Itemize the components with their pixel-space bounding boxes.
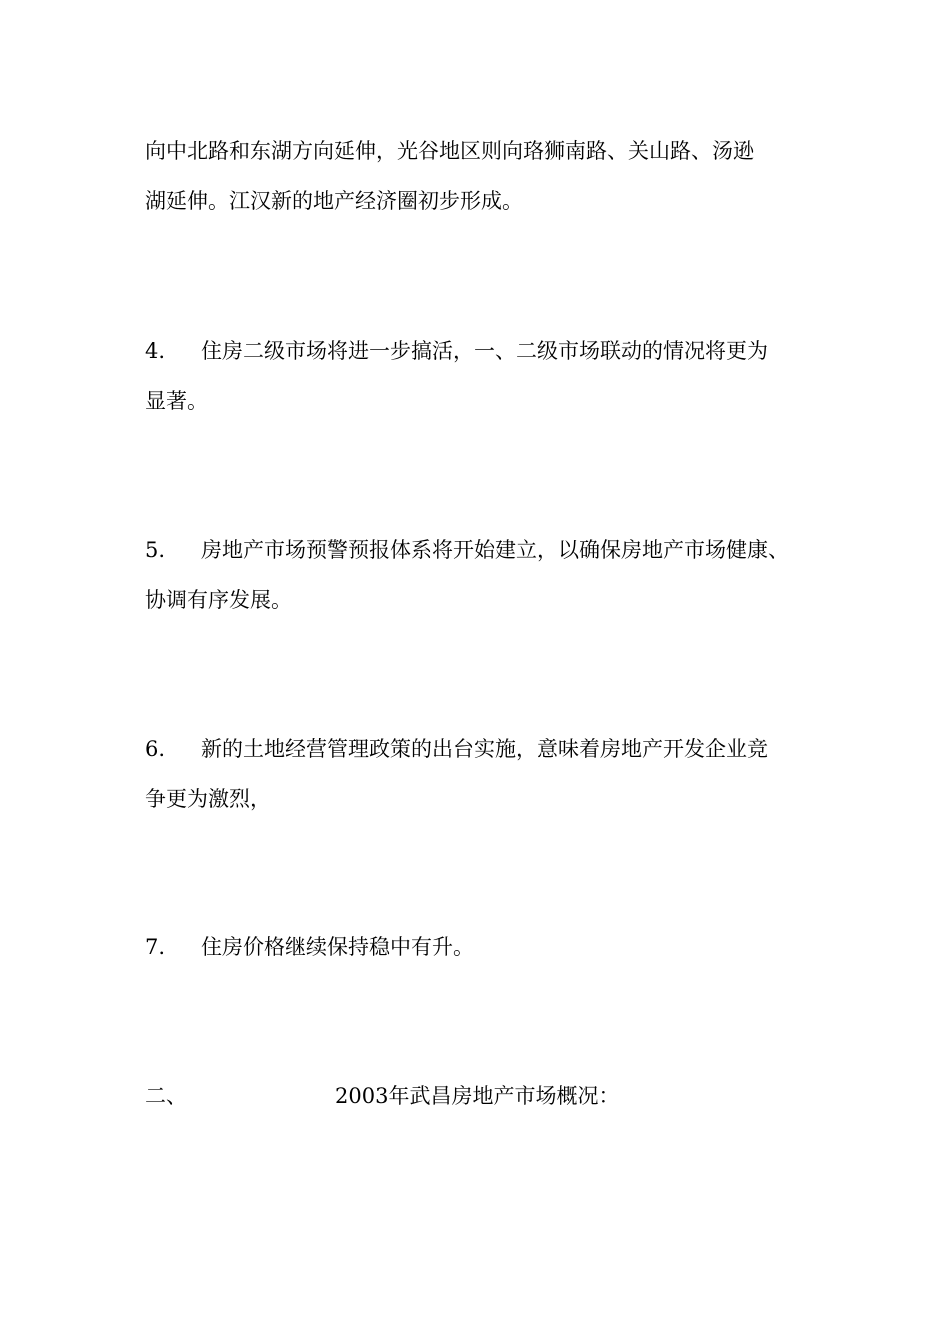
list-text: 住房二级市场将进一步搞活，一、二级市场联动的情况将更为: [201, 339, 768, 363]
list-number: 7.: [145, 935, 166, 959]
list-item-6-continuation: [145, 784, 271, 814]
paragraph-text: 向中北路和东湖方向延伸，光谷地区则向珞狮南路、关山路、汤逊: [145, 139, 754, 163]
list-text: 房地产市场预警预报体系将开始建立，以确保房地产市场健康、: [201, 538, 789, 562]
list-text: 新的土地经营管理政策的出台实施，意味着房地产开发企业竞: [201, 737, 768, 761]
section-title: 2003年武昌房地产市场概况：: [335, 1084, 620, 1108]
paragraph-line: [145, 136, 754, 166]
section-heading: [145, 1081, 619, 1111]
list-text: 住房价格继续保持稳中有升。: [201, 935, 474, 959]
section-number: 二、: [145, 1084, 187, 1108]
paragraph-text: 湖延伸。江汉新的地产经济圈初步形成。: [145, 189, 523, 213]
list-item-4: [145, 336, 768, 366]
list-text: 争更为激烈，: [145, 787, 271, 811]
paragraph-line: [145, 186, 523, 216]
list-item-6: [145, 734, 768, 764]
list-number: 6.: [145, 737, 166, 761]
list-item-5: [145, 535, 789, 565]
list-item-7: [145, 932, 474, 962]
list-item-5-continuation: [145, 585, 292, 615]
list-number: 5.: [145, 538, 166, 562]
list-item-4-continuation: [145, 386, 208, 416]
list-text: 显著。: [145, 389, 208, 413]
list-number: 4.: [145, 339, 166, 363]
list-text: 协调有序发展。: [145, 588, 292, 612]
